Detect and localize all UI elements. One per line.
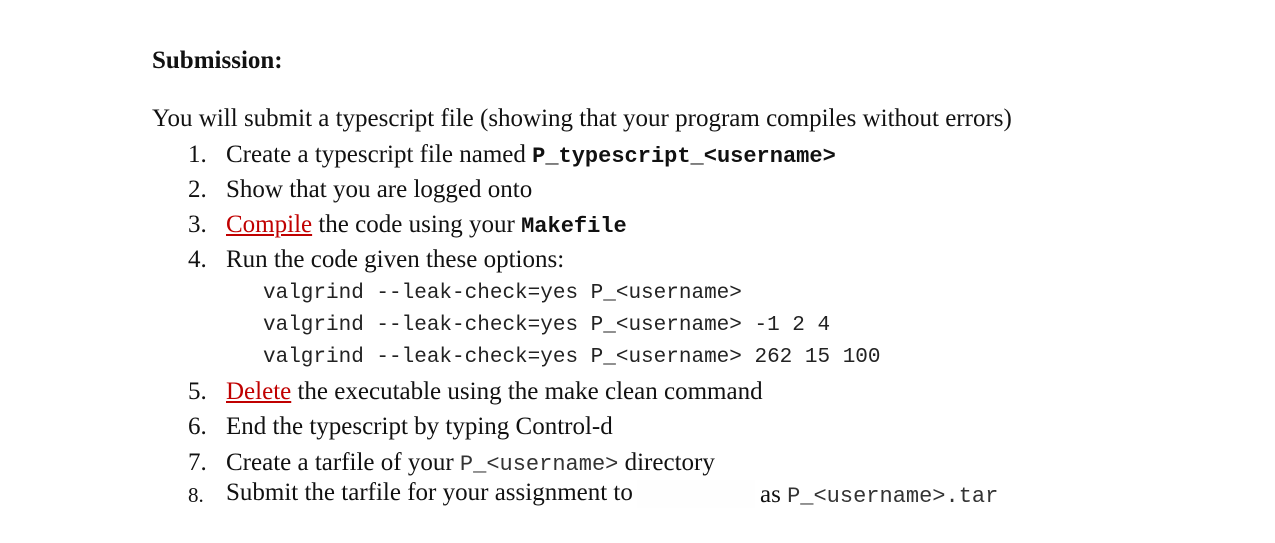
filename-code: P_typescript_<username> <box>532 144 836 169</box>
command-line: valgrind --leak-check=yes P_<username> <box>263 282 742 305</box>
command-line: valgrind --leak-check=yes P_<username> 262 15 100 <box>263 346 881 369</box>
step-4-text: Run the code given these options: <box>226 246 565 273</box>
step-1-text: Create a typescript file named P_typescript_<username> <box>226 141 836 169</box>
step-3-text: Compile the code using your Makefile <box>226 211 627 239</box>
command-line: valgrind --leak-check=yes P_<username> -1 2 4 <box>263 314 831 337</box>
intro-paragraph: You will submit a typescript file (showing that your program compiles without errors) <box>152 105 1012 132</box>
step-5-text: Delete the executable using the make clean command <box>226 378 763 405</box>
step-8-text: Submit the tarfile for your assignment to <box>226 479 633 506</box>
step-2-text: Show that you are logged onto <box>226 176 533 203</box>
step-number: 1. <box>188 141 207 168</box>
step-number: 7. <box>188 449 207 476</box>
step-6-text: End the typescript by typing Control-d <box>226 413 613 440</box>
step-8-tail: as P_<username>.tar <box>760 481 999 509</box>
makefile-code: Makefile <box>521 214 627 239</box>
step-number: 6. <box>188 413 207 440</box>
step-number: 5. <box>188 378 207 405</box>
delete-link[interactable]: Delete <box>226 378 292 405</box>
tarfile-code: P_<username>.tar <box>787 484 999 509</box>
compile-link[interactable]: Compile <box>226 211 313 238</box>
section-heading: Submission: <box>152 47 283 74</box>
step-number: 4. <box>188 246 207 273</box>
redacted-region <box>637 480 755 508</box>
step-number: 2. <box>188 176 207 203</box>
directory-code: P_<username> <box>459 452 619 477</box>
step-number: 3. <box>188 211 207 238</box>
step-number: 8. <box>188 483 204 507</box>
step-7-text: Create a tarfile of your P_<username> directory <box>226 449 715 477</box>
